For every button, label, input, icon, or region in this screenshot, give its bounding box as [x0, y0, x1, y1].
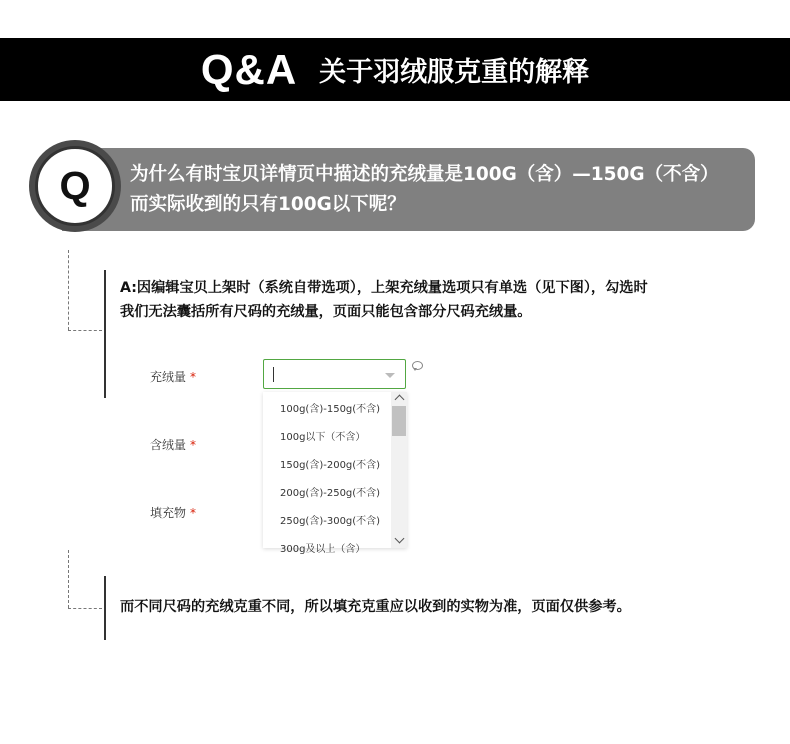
note-divider [104, 576, 106, 640]
dropdown-option[interactable]: 100g(含)-150g(不含) [280, 404, 381, 415]
required-mark: * [190, 506, 197, 520]
connector-dashed-horizontal [68, 330, 102, 331]
text-cursor [273, 367, 274, 382]
dropdown-option[interactable]: 100g以下（不含） [280, 432, 366, 443]
fill-amount-label: 充绒量 * [150, 370, 197, 384]
qa-heading: Q&A [200, 45, 298, 93]
note-text: 而不同尺码的充绒克重不同，所以填充克重应以收到的实物为准，页面仅供参考。 [120, 599, 631, 615]
filler-label: 填充物 * [150, 506, 197, 520]
page-title: 关于羽绒服克重的解释 [319, 57, 590, 88]
chevron-down-icon[interactable] [385, 373, 395, 378]
required-mark: * [190, 370, 197, 384]
connector-dashed-vertical [68, 550, 69, 608]
down-content-label: 含绒量 * [150, 438, 197, 452]
scrollbar-thumb[interactable] [392, 406, 406, 436]
scroll-up-icon[interactable] [395, 395, 405, 405]
comment-icon-tail [413, 368, 417, 371]
question-letter: Q [59, 163, 91, 208]
question-line-2: 而实际收到的只有100G以下呢？ [130, 194, 406, 215]
answer-line-2: 我们无法囊括所有尺码的充绒量，页面只能包含部分尺码充绒量。 [120, 304, 532, 320]
answer-text [120, 276, 760, 324]
dropdown-option[interactable]: 150g(含)-200g(不含) [280, 460, 381, 471]
header-banner [0, 38, 790, 101]
dropdown-option[interactable]: 300g及以上（含） [280, 544, 366, 555]
answer-line-1: A:因编辑宝贝上架时（系统自带选项），上架充绒量选项只有单选（见下图），勾选时 [120, 280, 648, 296]
dropdown-option[interactable]: 250g(含)-300g(不含) [280, 516, 381, 527]
question-text [130, 160, 755, 220]
fill-amount-dropdown[interactable] [263, 392, 407, 555]
dropdown-scrollbar[interactable] [391, 392, 407, 548]
dropdown-option[interactable]: 200g(含)-250g(不含) [280, 488, 381, 499]
answer-divider [104, 270, 106, 398]
required-mark: * [190, 438, 197, 452]
fill-amount-select[interactable] [263, 359, 406, 389]
question-badge [35, 146, 115, 226]
connector-dashed-vertical [68, 250, 69, 330]
question-line-1: 为什么有时宝贝详情页中描述的充绒量是100G（含）—150G（不含） [130, 164, 719, 185]
connector-dashed-horizontal [68, 608, 102, 609]
scroll-down-icon[interactable] [395, 534, 405, 544]
